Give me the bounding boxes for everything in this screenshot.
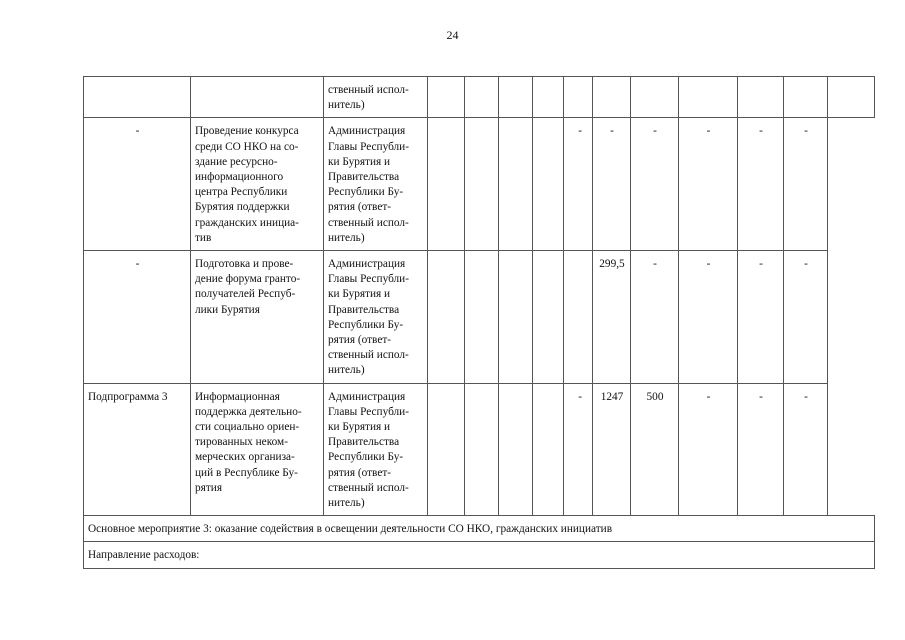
value-cell: - [738,383,784,516]
value-cell [465,118,499,251]
value-cell [564,77,593,118]
value-cell: - [784,118,828,251]
table-row [84,383,875,516]
value-cell: 299,5 [593,251,631,384]
table-row [84,251,875,384]
executor-text: Администрация Главы Республи- ки Бурятия и Правительства Республики Бу- рятия (ответ- ственный испол- нитель) [328,390,409,510]
value-cell [465,251,499,384]
value-cell: - [738,118,784,251]
value-cell: - [593,118,631,251]
budget-table [83,76,875,569]
executor-text: ственный испол- нитель) [328,84,409,112]
value-cell: 1247 [593,383,631,516]
event-name-cell [191,77,324,118]
value-cell [428,383,465,516]
executor-cell [324,118,428,251]
value-cell [533,77,564,118]
value-cell [533,118,564,251]
value-cell [828,77,875,118]
executor-text: Администрация Главы Республи- ки Бурятия и Правительства Республики Бу- рятия (ответ- ственный испол- нитель) [328,125,409,244]
value-cell [533,251,564,384]
value-cell [465,77,499,118]
value-cell [428,251,465,384]
value-cell [499,77,533,118]
event-name-text: Информационная поддержка деятельно- сти социально ориен- тированных неком- мерческих организа- ций в Республике Бу- рятия [195,390,302,494]
value-cell: - [784,383,828,516]
value-cell: - [784,251,828,384]
main-event-row: Основное мероприятие 3: оказание содействия в освещении деятельности СО НКО, гражданских инициатив [84,516,875,542]
value-cell: - [564,383,593,516]
table-row [84,542,875,568]
executor-text: Администрация Главы Республи- ки Бурятия и Правительства Республики Бу- рятия (ответ- ственный испол- нитель) [328,258,409,377]
table-row [84,516,875,542]
value-cell [564,251,593,384]
value-cell [499,383,533,516]
executor-cell [324,251,428,384]
value-cell: - [564,118,593,251]
value-cell: - [679,383,738,516]
value-cell [499,251,533,384]
value-cell [428,118,465,251]
value-cell [465,383,499,516]
value-cell: - [679,251,738,384]
value-cell [533,383,564,516]
value-cell [738,77,784,118]
event-name-cell [191,118,324,251]
executor-cell [324,77,428,118]
value-cell: - [679,118,738,251]
program-cell [84,77,191,118]
event-name-text: Подготовка и прове- дение форума гранто- получателей Респуб- лики Бурятия [195,258,301,316]
value-cell [499,118,533,251]
program-cell: - [84,118,191,251]
value-cell: - [738,251,784,384]
value-cell: - [631,118,679,251]
page-number: 24 [446,28,459,42]
value-cell: - [631,251,679,384]
value-cell [784,77,828,118]
executor-cell [324,383,428,516]
value-cell [631,77,679,118]
value-cell [593,77,631,118]
value-cell: 500 [631,383,679,516]
table-row [84,77,875,118]
program-cell: Подпрограмма 3 [84,383,191,516]
value-cell [428,77,465,118]
event-name-cell [191,383,324,516]
event-name-cell [191,251,324,384]
value-cell [679,77,738,118]
table-row [84,118,875,251]
event-name-text: Проведение конкурса среди СО НКО на со- здание ресурсно- информационного центра Республики Бурятия поддержки гражданских инициа- тив [195,125,299,244]
expense-direction-row: Направление расходов: [84,542,875,568]
program-cell: - [84,251,191,384]
